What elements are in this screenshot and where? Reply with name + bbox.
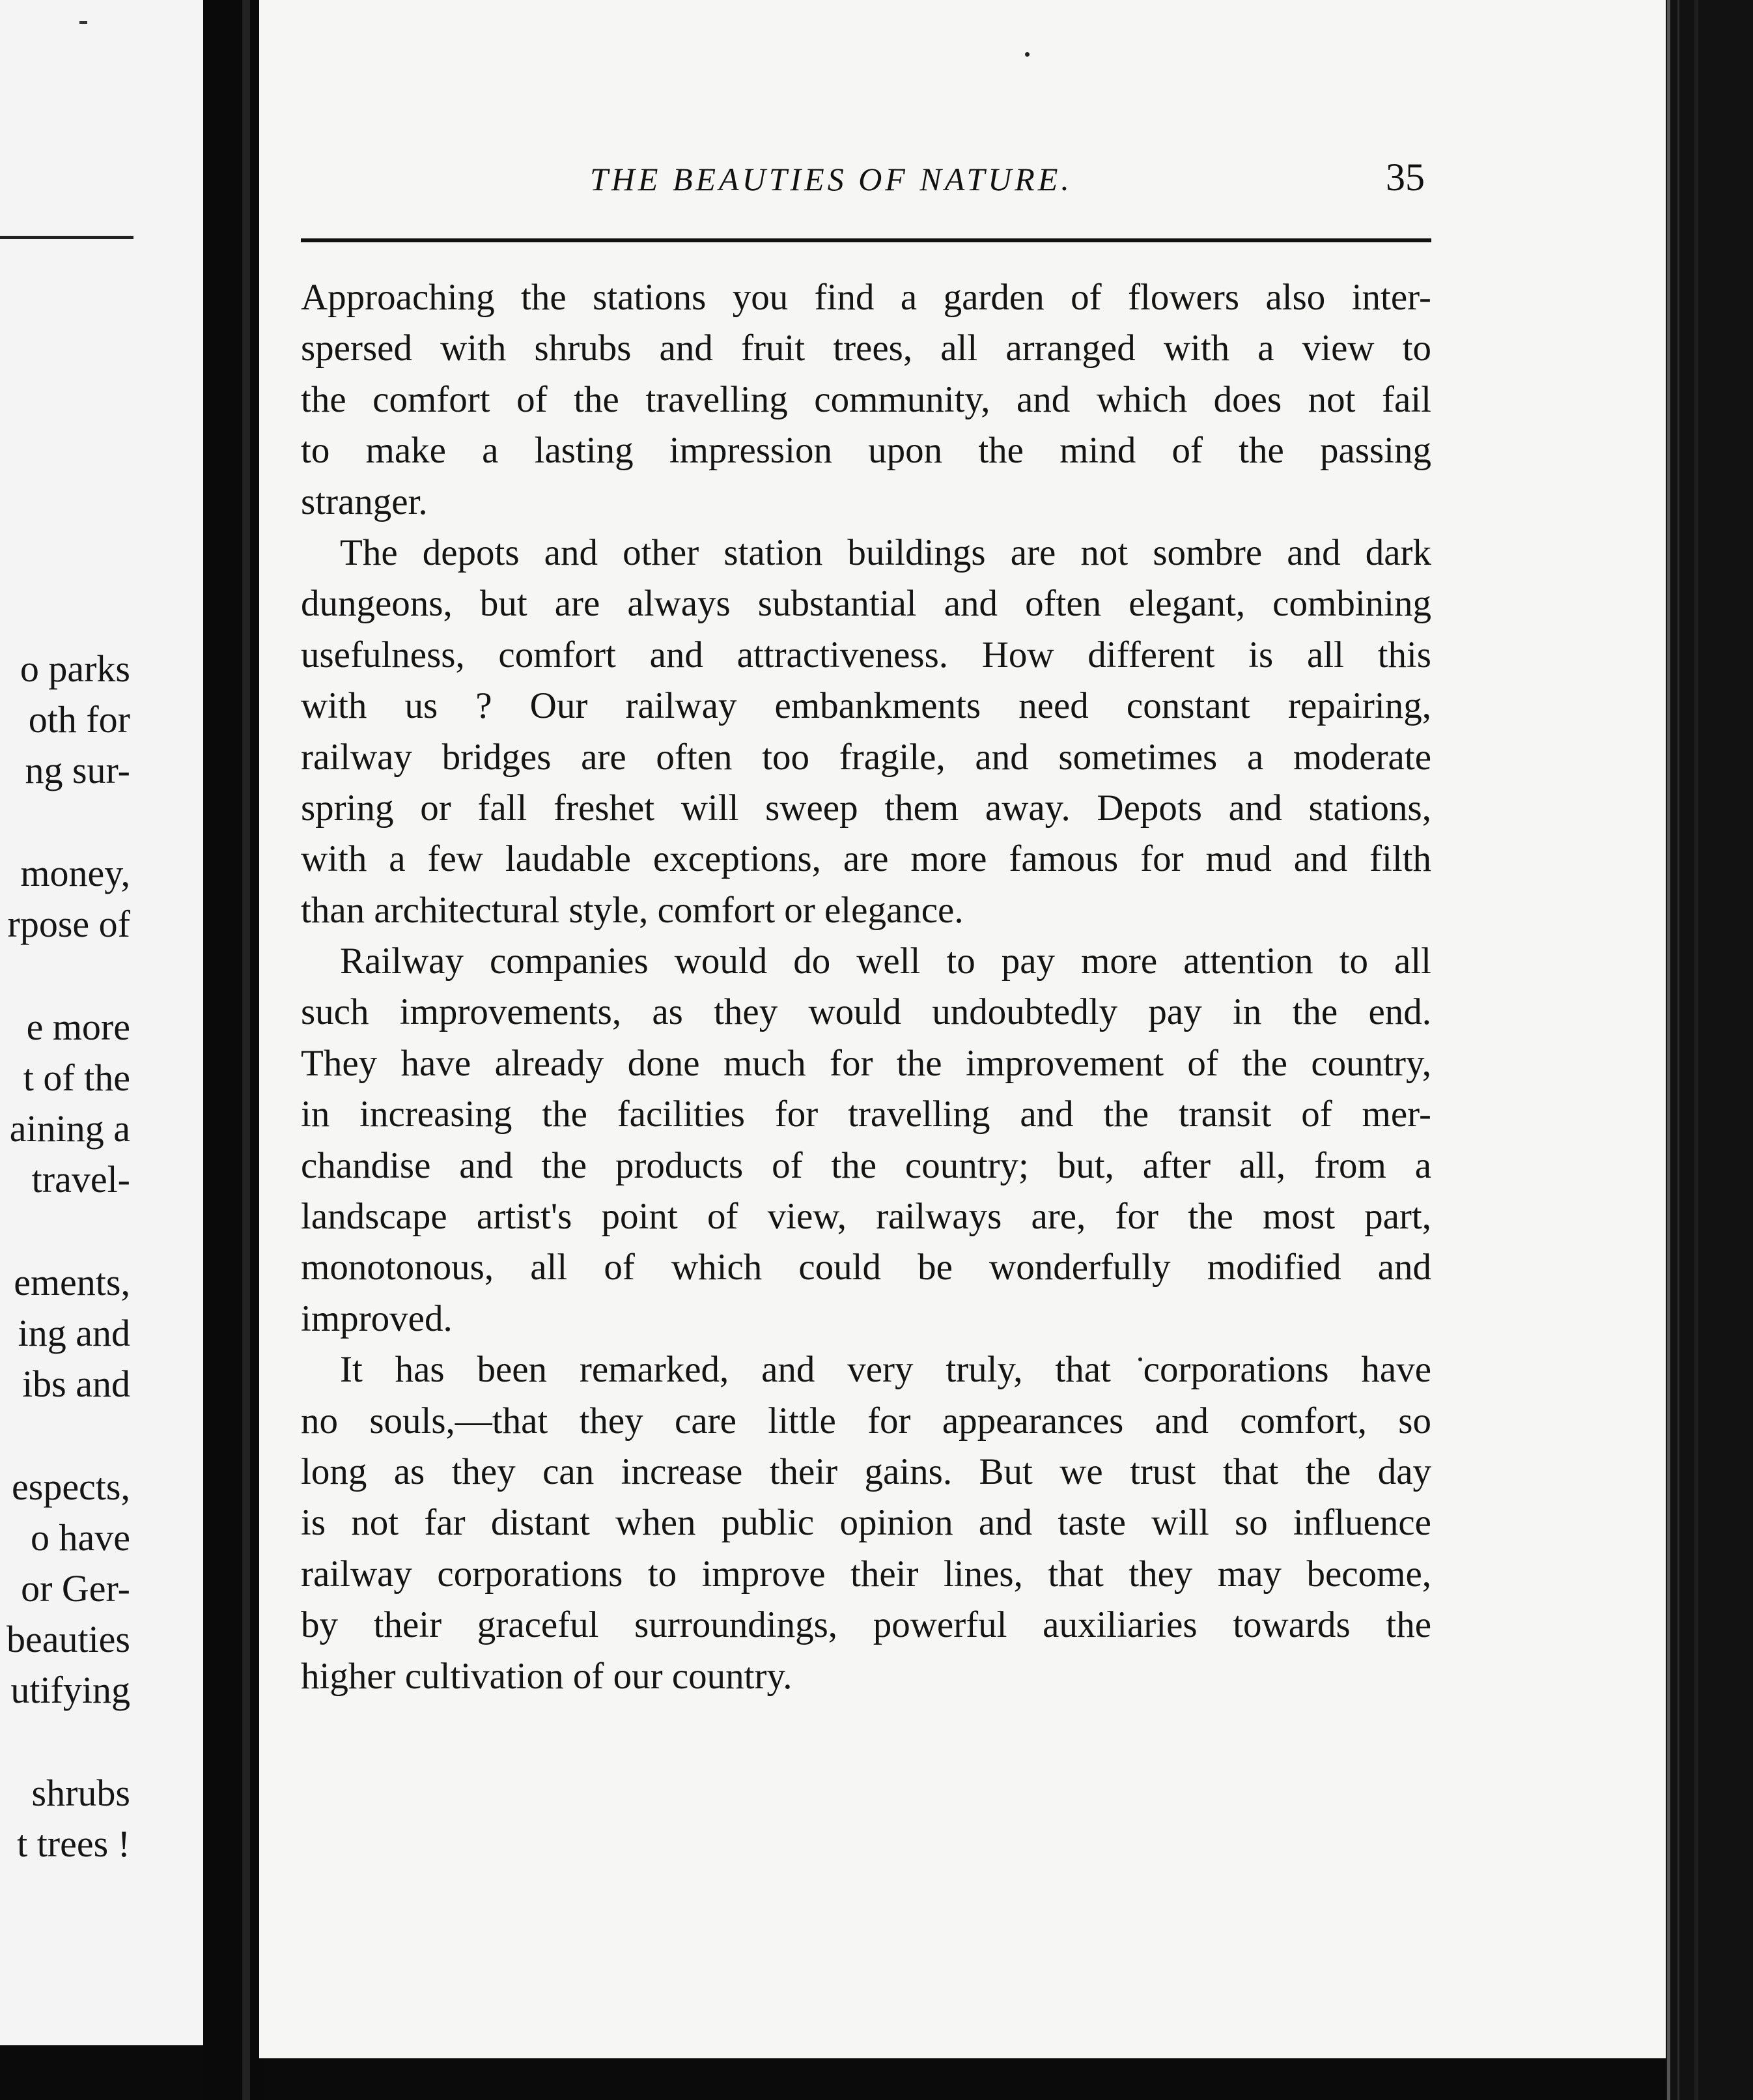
text-line: with a few laudable exceptions, are more famous for mud and filth	[301, 838, 1431, 880]
left-page-rule	[0, 236, 133, 239]
left-line-fragment: ng sur-	[25, 749, 130, 791]
running-head: THE BEAUTIES OF NATURE.	[590, 161, 1073, 197]
left-line-fragment: utifying	[10, 1669, 130, 1711]
text-line: The depots and other station buildings are not sombre and dark	[340, 532, 1431, 573]
left-line-fragment: t of the	[23, 1057, 130, 1099]
left-page-dash	[79, 21, 87, 24]
text-line: They have already done much for the improvement of the country,	[301, 1042, 1431, 1084]
left-line-fragment: beauties	[6, 1618, 130, 1660]
text-line: Railway companies would do well to pay more attention to all	[340, 941, 1431, 982]
text-line: dungeons, but are always substantial and often elegant, combining	[301, 583, 1431, 625]
text-line: is not far distant when public opinion and taste will so influence	[301, 1502, 1431, 1544]
left-line-fragment: rpose of	[7, 903, 130, 945]
left-line-fragment: or Ger-	[21, 1567, 130, 1610]
left-line-fragment: o have	[31, 1516, 130, 1559]
left-line-fragment: aining a	[9, 1107, 130, 1150]
page-edge-line	[1694, 0, 1698, 2100]
left-page-fragment	[0, 0, 210, 2045]
header-rule	[301, 238, 1431, 242]
text-line: higher cultivation of our country.	[301, 1655, 792, 1697]
main-page	[259, 0, 1666, 2058]
text-line: chandise and the products of the country; but, after all, from a	[301, 1144, 1431, 1186]
text-line: long as they can increase their gains. But we trust that the day	[301, 1451, 1431, 1492]
text-line: railway corporations to improve their lines, that they may become,	[301, 1553, 1431, 1595]
gutter-edge	[242, 0, 250, 2100]
left-line-fragment: travel-	[31, 1158, 130, 1200]
text-line: to make a lasting impression upon the mind of the passing	[301, 430, 1431, 472]
left-line-fragment: t trees !	[17, 1823, 130, 1865]
left-line-fragment: espects,	[12, 1466, 130, 1508]
text-line: stranger.	[301, 481, 428, 522]
left-line-fragment: oth for	[28, 698, 130, 741]
text-line: no souls,—that they care little for appearances and comfort, so	[301, 1400, 1431, 1441]
text-line: usefulness, comfort and attractiveness. How different is all this	[301, 634, 1431, 675]
text-line: than architectural style, comfort or elegance.	[301, 889, 964, 931]
body-text	[301, 272, 1431, 1702]
left-line-fragment: ibs and	[22, 1363, 130, 1405]
text-line: in increasing the facilities for travelling and the transit of mer-	[301, 1094, 1431, 1135]
paragraph-2	[301, 528, 1431, 936]
text-line: railway bridges are often too fragile, and sometimes a moderate	[301, 736, 1431, 778]
paragraph-1	[301, 272, 1431, 528]
text-line: Approaching the stations you find a garden of flowers also inter-	[301, 277, 1431, 318]
text-line: such improvements, as they would undoubtedly pay in the end.	[301, 991, 1431, 1033]
page-number: 35	[1386, 156, 1425, 199]
left-line-fragment: ing and	[18, 1312, 130, 1354]
page-edge-line	[1677, 0, 1679, 2100]
text-line: by their graceful surroundings, powerful auxiliaries towards the	[301, 1604, 1431, 1646]
left-line-fragment: money,	[20, 852, 130, 894]
left-line-fragment: o parks	[20, 647, 130, 690]
book-gutter	[203, 0, 263, 2100]
text-line: monotonous, all of which could be wonderfully modified and	[301, 1247, 1431, 1288]
page-edge-line	[1667, 0, 1670, 2100]
left-line-fragment: e more	[26, 1006, 130, 1048]
text-line: the comfort of the travelling community, and which does not fail	[301, 378, 1431, 420]
text-line: landscape artist's point of view, railways are, for the most part,	[301, 1196, 1431, 1238]
paragraph-4	[301, 1344, 1431, 1702]
page-stack-edge	[1666, 0, 1753, 2100]
text-line: It has been remarked, and very truly, that corporations have	[340, 1349, 1431, 1391]
paragraph-3	[301, 936, 1431, 1344]
left-line-fragment: shrubs	[31, 1772, 130, 1814]
print-speck	[1025, 52, 1030, 57]
text-line: spring or fall freshet will sweep them away. Depots and stations,	[301, 787, 1431, 829]
text-line: with us ? Our railway embankments need constant repairing,	[301, 685, 1431, 727]
text-line: improved.	[301, 1298, 453, 1339]
text-line: spersed with shrubs and fruit trees, all arranged with a view to	[301, 328, 1431, 369]
left-line-fragment: ements,	[14, 1261, 130, 1303]
